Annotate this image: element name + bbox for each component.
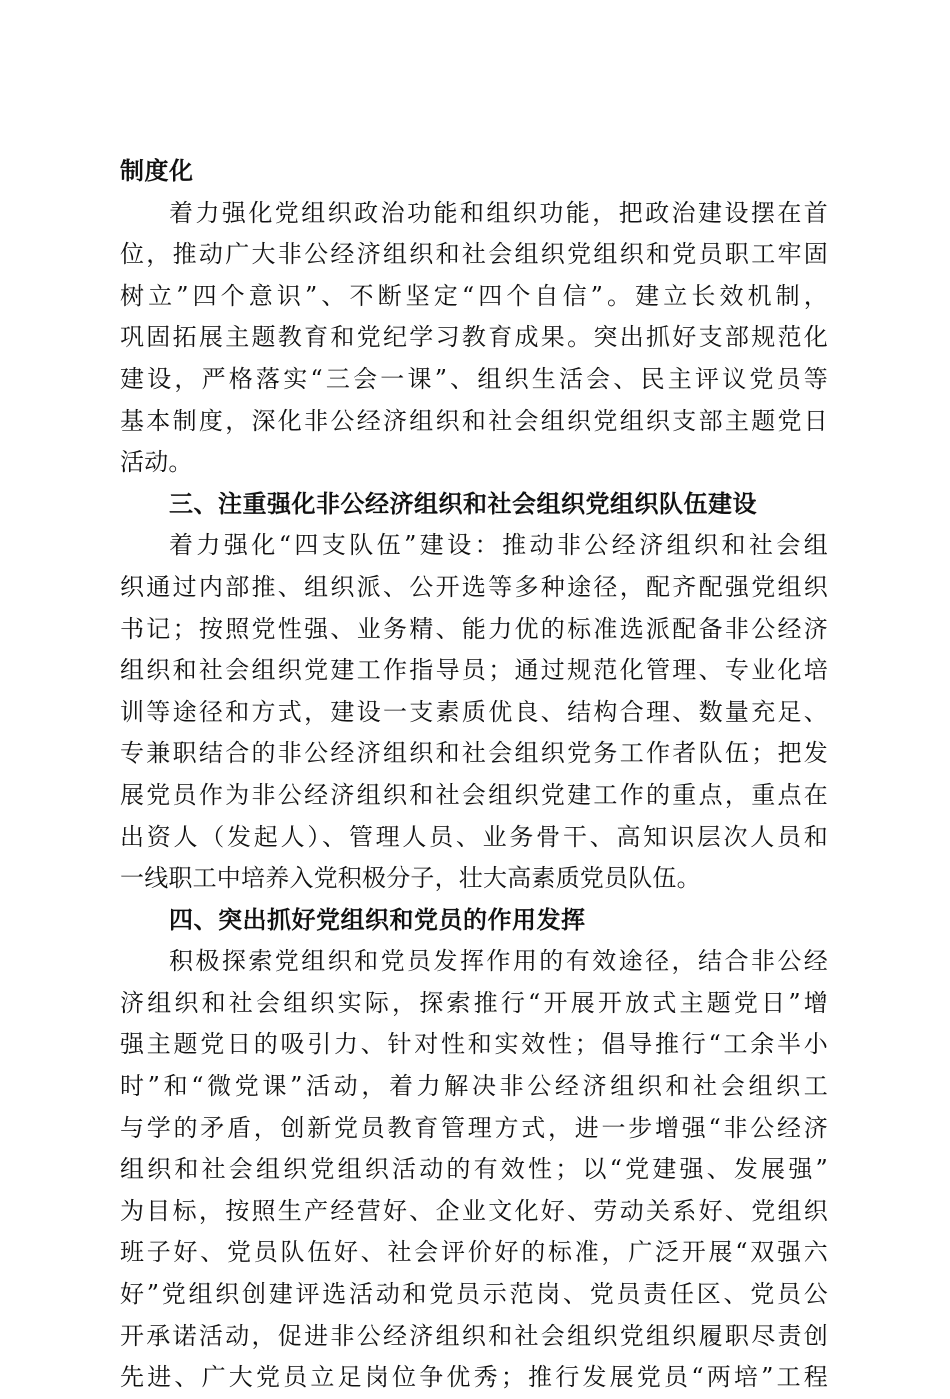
paragraph-1-line: 活动。 — [120, 448, 193, 477]
paragraph-1-line: 巩固拓展主题教育和党纪学习教育成果。突出抓好支部规范化 — [120, 323, 828, 352]
section-heading-4: 四、突出抓好党组织和党员的作用发挥 — [169, 905, 586, 934]
section-heading-continuation: 制度化 — [120, 157, 194, 185]
paragraph-3-line: 先进、广大党员立足岗位争优秀；推行发展党员“两培”工程 — [120, 1363, 828, 1392]
paragraph-2-line: 书记；按照党性强、业务精、能力优的标准选派配备非公经济 — [120, 614, 828, 643]
paragraph-1-line: 基本制度，深化非公经济组织和社会组织党组织支部主题党日 — [120, 406, 828, 435]
paragraph-3-line: 时”和“微党课”活动，着力解决非公经济组织和社会组织工 — [120, 1072, 828, 1101]
paragraph-2-line: 一线职工中培养入党积极分子，壮大高素质党员队伍。 — [120, 864, 701, 893]
paragraph-3-line: 为目标，按照生产经营好、企业文化好、劳动关系好、党组织 — [120, 1196, 828, 1225]
paragraph-2-line: 训等途径和方式，建设一支素质优良、结构合理、数量充足、 — [120, 697, 828, 726]
paragraph-3-line: 组织和社会组织党组织活动的有效性；以“党建强、发展强” — [120, 1155, 828, 1184]
paragraph-3-line: 与学的矛盾，创新党员教育管理方式，进一步增强“非公经济 — [120, 1113, 828, 1142]
paragraph-1-line: 着力强化党组织政治功能和组织功能，把政治建设摆在首 — [169, 198, 828, 227]
paragraph-2-line: 着力强化“四支队伍”建设：推动非公经济组织和社会组 — [169, 531, 828, 560]
paragraph-3-line: 强主题党日的吸引力、针对性和实效性；倡导推行“工余半小 — [120, 1030, 828, 1059]
paragraph-1-line: 树立”四个意识”、不断坚定“四个自信”。建立长效机制， — [120, 281, 828, 310]
paragraph-1-line: 建设，严格落实“三会一课”、组织生活会、民主评议党员等 — [120, 364, 828, 393]
paragraph-3-line: 班子好、党员队伍好、社会评价好的标准，广泛开展“双强六 — [120, 1238, 828, 1267]
paragraph-2-line: 专兼职结合的非公经济组织和社会组织党务工作者队伍；把发 — [120, 739, 828, 768]
document-page — [120, 151, 828, 1399]
paragraph-3-line: 好”党组织创建评选活动和党员示范岗、党员责任区、党员公 — [120, 1280, 828, 1309]
paragraph-3-line: 开承诺活动，促进非公经济组织和社会组织党组织履职尽责创 — [120, 1321, 828, 1350]
paragraph-2-line: 展党员作为非公经济组织和社会组织党建工作的重点，重点在 — [120, 780, 828, 809]
paragraph-3-line: 济组织和社会组织实际，探索推行“开展开放式主题党日”增 — [120, 988, 828, 1017]
paragraph-1-line: 位，推动广大非公经济组织和社会组织党组织和党员职工牢固 — [120, 240, 828, 269]
paragraph-2-line: 织通过内部推、组织派、公开选等多种途径，配齐配强党组织 — [120, 572, 828, 601]
paragraph-2-line: 组织和社会组织党建工作指导员；通过规范化管理、专业化培 — [120, 656, 828, 685]
section-heading-3: 三、注重强化非公经济组织和社会组织党组织队伍建设 — [169, 489, 757, 518]
paragraph-2-line: 出资人（发起人）、管理人员、业务骨干、高知识层次人员和 — [120, 822, 828, 851]
paragraph-3-line: 积极探索党组织和党员发挥作用的有效途径，结合非公经 — [169, 947, 828, 976]
